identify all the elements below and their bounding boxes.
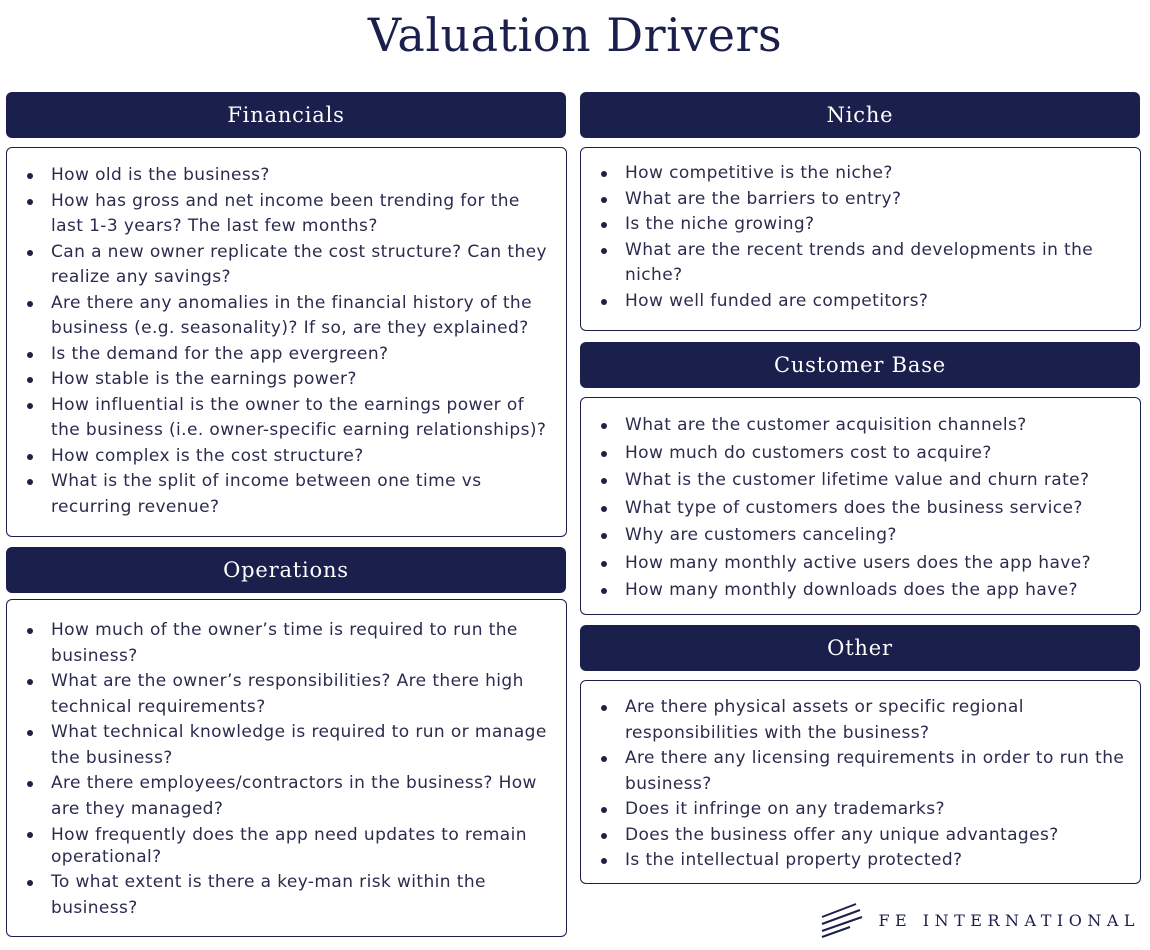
fe-stripes-icon xyxy=(820,902,864,938)
other-box xyxy=(580,680,1141,884)
list-item: Are there physical assets or specific regional responsibilities with the business? xyxy=(625,695,1140,746)
list-item: How many monthly active users does the app have? xyxy=(625,551,1140,577)
financials-title: Financials xyxy=(227,103,345,127)
customer-base-list xyxy=(581,413,1140,604)
operations-list xyxy=(7,618,566,921)
list-item: How well funded are competitors? xyxy=(625,289,1140,315)
list-item: Does it infringe on any trademarks? xyxy=(625,797,1140,823)
list-item: What technical knowledge is required to run or manage the business? xyxy=(51,720,566,771)
list-item: Are there any licensing requirements in order to run the business? xyxy=(625,746,1140,797)
list-item: What type of customers does the business service? xyxy=(625,496,1140,522)
financials-list xyxy=(7,163,566,520)
list-item: What is the customer lifetime value and churn rate? xyxy=(625,468,1140,494)
list-item: How has gross and net income been trending for the last 1-3 years? The last few months? xyxy=(51,189,566,240)
list-item: How old is the business? xyxy=(51,163,566,189)
brand-logo xyxy=(820,902,1140,938)
list-item: How frequently does the app need updates to remain operational? xyxy=(51,822,566,868)
customer-base-header xyxy=(580,342,1140,388)
other-title: Other xyxy=(827,636,893,660)
list-item: How complex is the cost structure? xyxy=(51,444,566,470)
list-item: What are the customer acquisition channels? xyxy=(625,413,1140,439)
customer-base-box xyxy=(580,397,1141,615)
list-item: How influential is the owner to the earnings power of the business (i.e. owner-specific earning relationships)? xyxy=(51,393,566,444)
niche-title: Niche xyxy=(826,103,894,127)
list-item: What is the split of income between one time vs recurring revenue? xyxy=(51,469,566,520)
niche-box xyxy=(580,147,1141,331)
list-item: What are the barriers to entry? xyxy=(625,187,1140,213)
list-item: How much of the owner’s time is required to run the business? xyxy=(51,618,566,669)
list-item: To what extent is there a key-man risk within the business? xyxy=(51,870,566,921)
brand-name: FE INTERNATIONAL xyxy=(878,910,1140,930)
list-item: Is the demand for the app evergreen? xyxy=(51,342,566,368)
list-item: Can a new owner replicate the cost structure? Can they realize any savings? xyxy=(51,240,566,291)
other-list xyxy=(581,695,1140,874)
niche-header xyxy=(580,92,1140,138)
list-item: Why are customers canceling? xyxy=(625,523,1140,549)
operations-title: Operations xyxy=(223,558,349,582)
list-item: Are there employees/contractors in the business? How are they managed? xyxy=(51,771,566,822)
operations-box xyxy=(6,599,567,937)
list-item: Does the business offer any unique advantages? xyxy=(625,823,1140,849)
financials-box xyxy=(6,147,567,537)
operations-header xyxy=(6,547,566,593)
list-item: How many monthly downloads does the app have? xyxy=(625,578,1140,604)
customer-base-title: Customer Base xyxy=(773,353,947,377)
list-item: Are there any anomalies in the financial history of the business (e.g. seasonality)? If so, are they explained? xyxy=(51,291,566,342)
niche-list xyxy=(581,161,1140,314)
list-item: What are the recent trends and developments in the niche? xyxy=(625,238,1140,289)
other-header xyxy=(580,625,1140,671)
list-item: How competitive is the niche? xyxy=(625,161,1140,187)
list-item: How much do customers cost to acquire? xyxy=(625,441,1140,467)
list-item: Is the niche growing? xyxy=(625,212,1140,238)
page-title: Valuation Drivers xyxy=(367,8,783,62)
list-item: How stable is the earnings power? xyxy=(51,367,566,393)
list-item: Is the intellectual property protected? xyxy=(625,848,1140,874)
list-item: What are the owner’s responsibilities? Are there high technical requirements? xyxy=(51,669,566,720)
financials-header xyxy=(6,92,566,138)
